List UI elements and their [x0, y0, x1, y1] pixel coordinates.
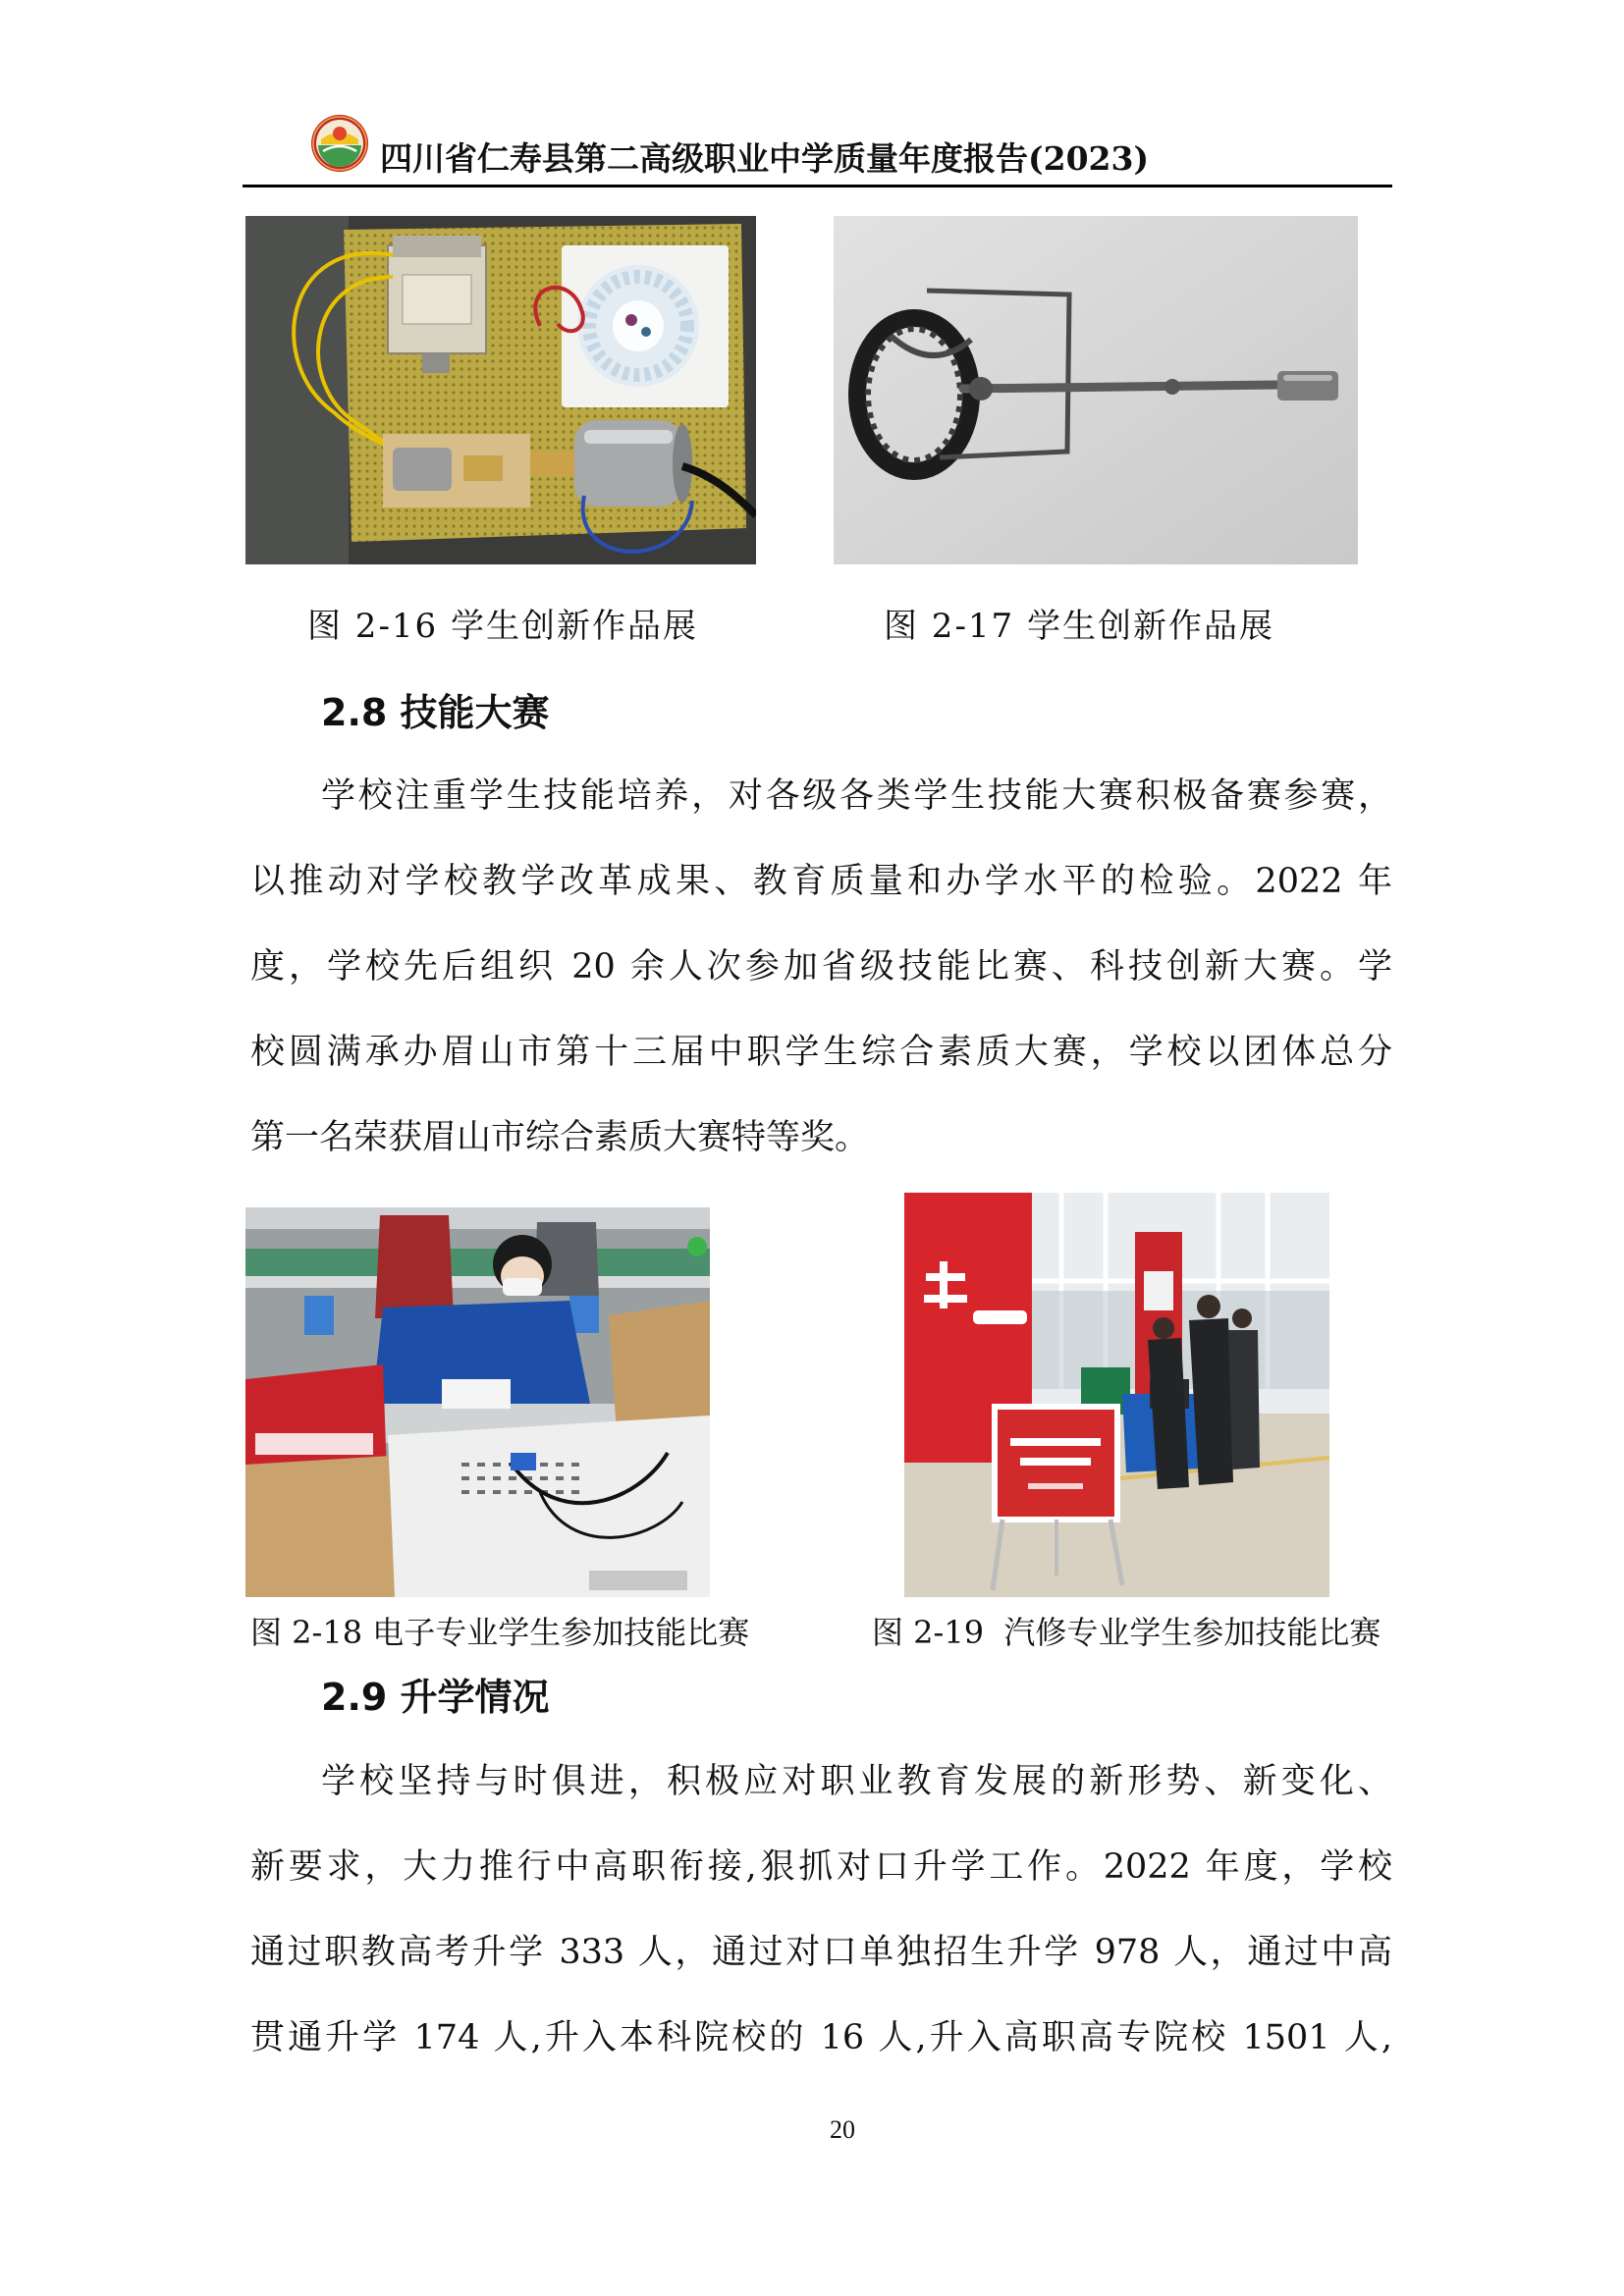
figure-2-17-caption: 图 2-17 学生创新作品展	[884, 607, 1274, 646]
section-2-9-heading: 2.9 升学情况	[321, 1676, 550, 1719]
section-2-8-paragraph	[250, 754, 1392, 1181]
figure-2-16-caption: 图 2-16 学生创新作品展	[307, 607, 698, 646]
people	[1148, 1295, 1260, 1489]
header-divider	[243, 185, 1392, 187]
section-2-9-paragraph	[250, 1739, 1392, 2081]
school-emblem-icon	[309, 112, 370, 175]
paragraph-line: 第一名荣获眉山市综合素质大赛特等奖。	[250, 1118, 870, 1157]
paragraph-line: 以推动对学校教学改革成果、教育质量和办学水平的检验。2022 年	[250, 862, 1392, 901]
cardboard-box	[245, 1455, 407, 1597]
figure-2-19-photo	[904, 1193, 1329, 1597]
section-2-8-heading: 2.8 技能大赛	[321, 691, 550, 734]
figure-2-16-photo	[245, 216, 756, 564]
motor-module	[383, 434, 530, 507]
dc-motor	[574, 420, 692, 507]
paragraph-line: 校圆满承办眉山市第十三届中职学生综合素质大赛，学校以团体总分	[250, 1033, 1392, 1072]
paragraph-line: 通过职教高考升学 333 人，通过对口单独招生升学 978 人，通过中高	[250, 1933, 1392, 1972]
handle-rod	[963, 385, 1280, 389]
transformer	[388, 236, 486, 373]
paragraph-line: 学校坚持与时俱进，积极应对职业教育发展的新形势、新变化、	[321, 1762, 1392, 1801]
figure-2-19-caption: 图 2-19 汽修专业学生参加技能比赛	[872, 1614, 1381, 1651]
figure-2-18-photo	[245, 1207, 710, 1597]
paragraph-line: 度，学校先后组织 20 余人次参加省级技能比赛、科技创新大赛。学	[250, 947, 1392, 987]
paragraph-line: 贯通升学 174 人,升入本科院校的 16 人,升入高职高专院校 1501 人,	[250, 2018, 1392, 2057]
figure-2-17-photo	[834, 216, 1358, 564]
paragraph-line: 新要求，大力推行中高职衔接,狠抓对口升学工作。2022 年度，学校	[250, 1847, 1392, 1887]
led-ring-panel	[562, 245, 729, 407]
workbench-row	[245, 1249, 710, 1276]
wifi-badge-icon	[687, 1237, 707, 1256]
figure-2-18-caption: 图 2-18 电子专业学生参加技能比赛	[250, 1614, 750, 1651]
paragraph-line: 学校注重学生技能培养，对各级各类学生技能大赛积极备赛参赛，	[321, 776, 1392, 816]
socket-end	[1277, 371, 1338, 400]
page-number: 20	[830, 2115, 855, 2144]
report-title: 四川省仁寿县第二高级职业中学质量年度报告(2023)	[380, 139, 1150, 178]
